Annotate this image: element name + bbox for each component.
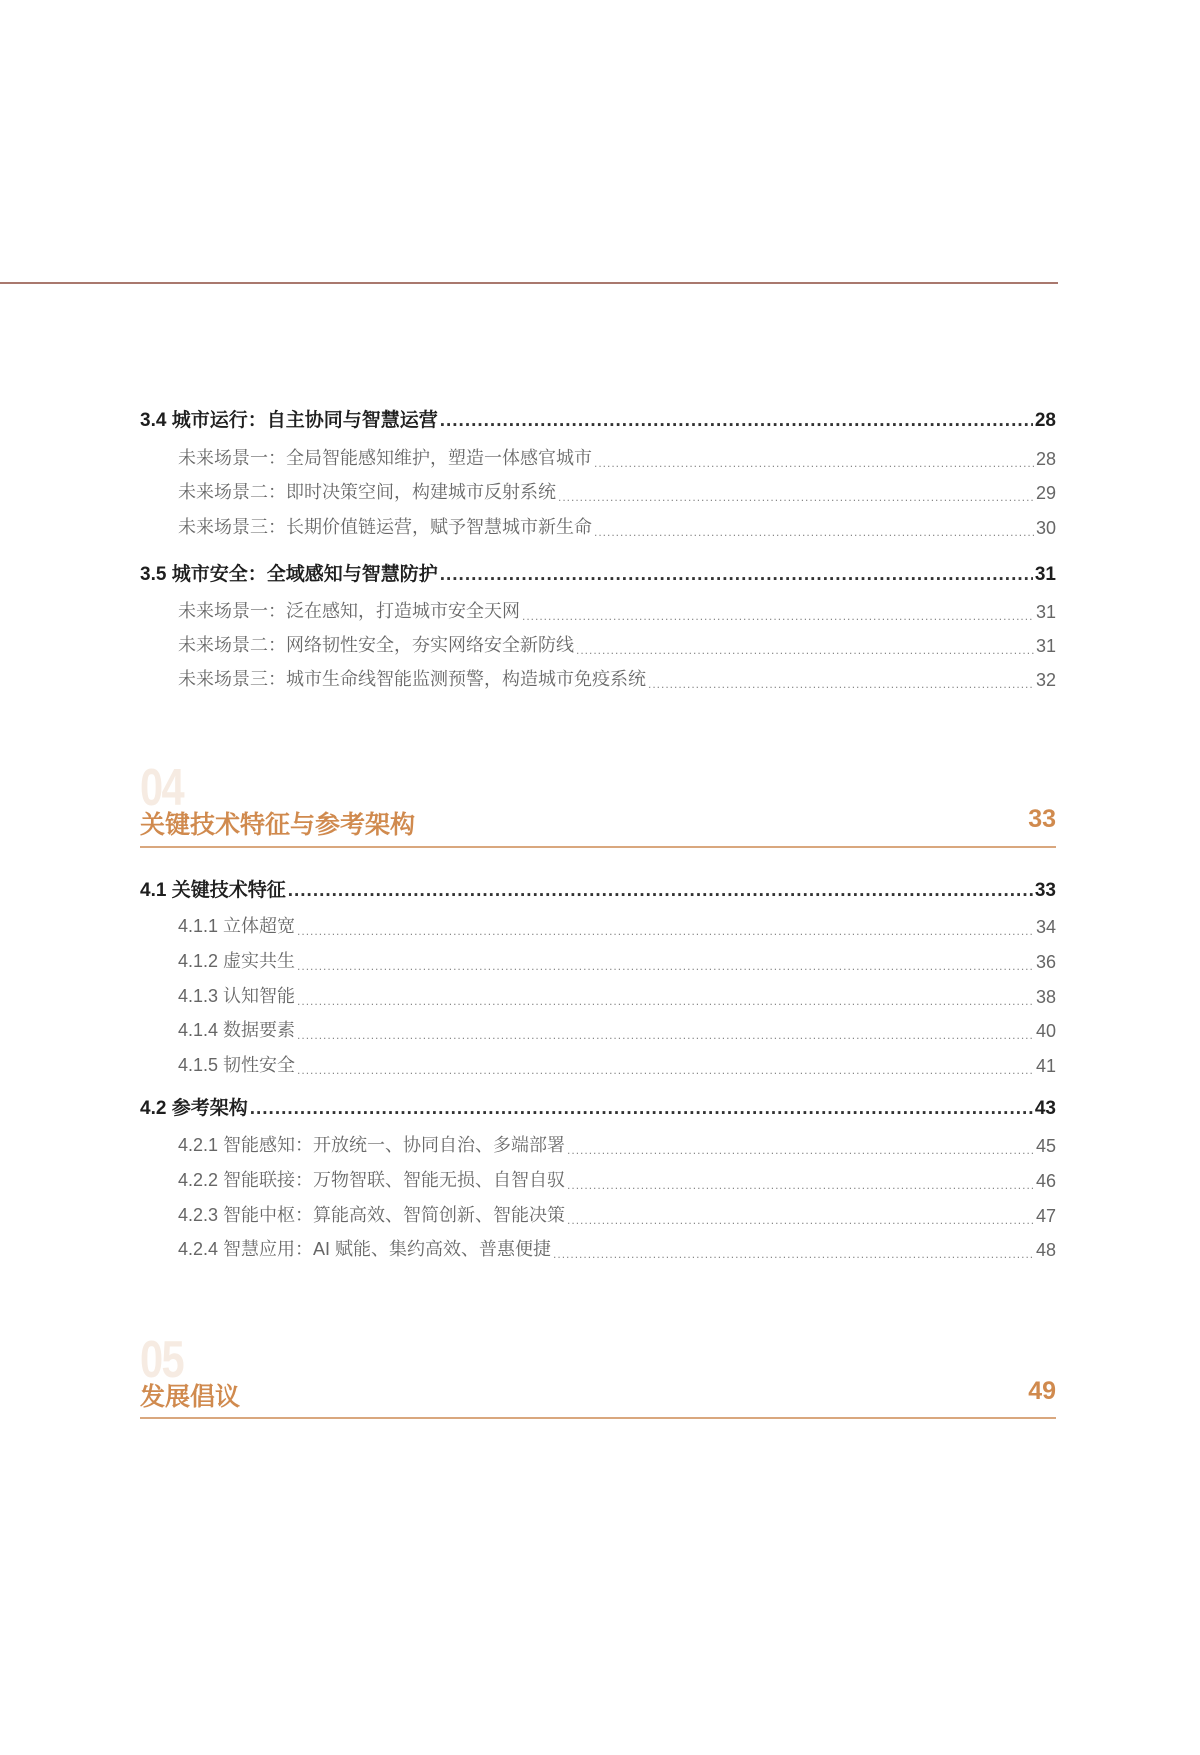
leader-dots [297,924,1034,938]
toc-item[interactable] [140,480,1056,504]
toc-label: 未来场景一：泛在感知，打造城市安全天网 [178,601,520,621]
toc-page: 41 [1035,1056,1056,1076]
leader-dots [522,609,1034,623]
toc-label: 未来场景三：长期价值链运营，赋予智慧城市新生命 [178,517,592,537]
toc-page: 45 [1035,1136,1056,1156]
toc-section-4-2[interactable] [140,1094,1056,1120]
toc-item[interactable] [140,1203,1056,1227]
toc-item[interactable] [140,667,1056,691]
toc-page: 38 [1035,987,1056,1007]
chapter-number-watermark: 04 [140,759,184,817]
toc-label: 4.1.4 数据要素 [178,1020,296,1040]
toc-label: 3.4 城市运行：自主协同与智慧运营 [140,410,438,431]
leader-dots [648,677,1034,691]
toc-section-3-4[interactable] [140,406,1056,432]
leader-dots [558,490,1034,504]
toc-label: 4.1.5 韧性安全 [178,1055,296,1075]
toc-page: 31 [1035,602,1056,622]
toc-item[interactable] [140,1237,1056,1261]
toc-label: 4.2.3 智能中枢：算能高效、智简创新、智能决策 [178,1205,566,1225]
toc-item[interactable] [140,515,1056,539]
leader-dots [440,410,1033,432]
toc-page: 47 [1035,1206,1056,1226]
toc-label: 4.2.1 智能感知：开放统一、协同自治、多端部署 [178,1135,566,1155]
toc-item[interactable] [140,633,1056,657]
chapter-title[interactable]: 关键技术特征与参考架构 [140,811,416,839]
toc-item[interactable] [140,1053,1056,1077]
toc-page: 30 [1035,518,1056,538]
toc-label: 未来场景二：即时决策空间，构建城市反射系统 [178,482,556,502]
toc-item[interactable] [140,599,1056,623]
toc-label: 未来场景三：城市生命线智能监测预警，构造城市免疫系统 [178,669,646,689]
chapter-divider [140,846,1056,848]
leader-dots [250,1098,1033,1120]
chapter-number-watermark: 05 [140,1331,184,1389]
toc-item[interactable] [140,1133,1056,1157]
toc-page: 48 [1035,1240,1056,1260]
toc-page: 28 [1035,449,1056,469]
leader-dots [567,1143,1034,1157]
toc-page: 29 [1035,483,1056,503]
toc-page: 36 [1035,952,1056,972]
toc-page: 40 [1035,1021,1056,1041]
leader-dots [440,564,1033,586]
header-divider [0,282,1058,284]
toc-page: 31 [1034,564,1056,585]
toc-item[interactable] [140,1168,1056,1192]
toc-item[interactable] [140,949,1056,973]
toc-item[interactable] [140,984,1056,1008]
toc-item[interactable] [140,1018,1056,1042]
leader-dots [297,1028,1034,1042]
toc-label: 4.1 关键技术特征 [140,880,286,901]
chapter-divider [140,1417,1056,1419]
leader-dots [594,456,1034,470]
toc-page: 31 [1035,636,1056,656]
toc-page: 46 [1035,1171,1056,1191]
toc-item[interactable] [140,446,1056,470]
chapter-page: 49 [1028,1377,1056,1405]
toc-label: 未来场景二：网络韧性安全，夯实网络安全新防线 [178,635,574,655]
toc-label: 未来场景一：全局智能感知维护，塑造一体感官城市 [178,448,592,468]
leader-dots [288,880,1033,902]
chapter-title[interactable]: 发展倡议 [140,1383,241,1411]
toc-label: 4.2 参考架构 [140,1098,248,1119]
toc-label: 4.2.4 智慧应用：AI 赋能、集约高效、普惠便捷 [178,1239,552,1259]
toc-page: 43 [1034,1098,1056,1119]
toc-label: 3.5 城市安全：全域感知与智慧防护 [140,564,438,585]
leader-dots [297,1063,1034,1077]
leader-dots [594,525,1034,539]
toc-page: 32 [1035,670,1056,690]
toc-label: 4.1.2 虚实共生 [178,951,296,971]
toc-label: 4.2.2 智能联接：万物智联、智能无损、自智自驭 [178,1170,566,1190]
toc-label: 4.1.3 认知智能 [178,986,296,1006]
chapter-page: 33 [1028,805,1056,833]
toc-item[interactable] [140,914,1056,938]
leader-dots [553,1247,1034,1261]
leader-dots [567,1213,1034,1227]
toc-section-4-1[interactable] [140,876,1056,902]
toc-page: 34 [1035,917,1056,937]
toc-page: 28 [1034,410,1056,431]
leader-dots [567,1178,1034,1192]
toc-section-3-5[interactable] [140,560,1056,586]
leader-dots [576,643,1034,657]
toc-page: 33 [1034,880,1056,901]
leader-dots [297,994,1034,1008]
leader-dots [297,959,1034,973]
toc-label: 4.1.1 立体超宽 [178,916,296,936]
